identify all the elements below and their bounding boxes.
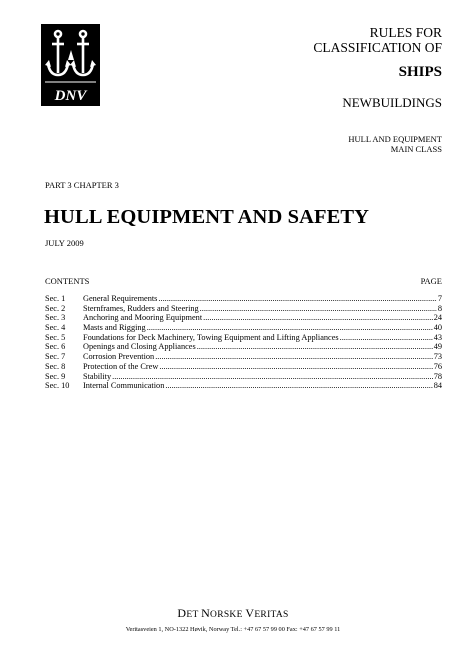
hull-line-1: HULL AND EQUIPMENT	[348, 134, 442, 144]
toc-section-number: Sec. 8	[45, 361, 66, 371]
toc-section-number: Sec. 7	[45, 352, 66, 362]
rules-line-2: CLASSIFICATION OF	[313, 39, 442, 55]
hull-line-2: MAIN CLASS	[390, 144, 442, 155]
toc-page-number: 78	[433, 371, 442, 381]
toc-row[interactable]	[45, 313, 442, 323]
toc-section-title: Protection of the Crew	[83, 361, 159, 371]
toc-section-number: Sec. 2	[45, 303, 66, 313]
ships-heading: SHIPS	[398, 64, 442, 80]
toc-row[interactable]	[45, 372, 442, 382]
toc-row[interactable]	[45, 323, 442, 333]
toc-section-title: Foundations for Deck Machinery, Towing Equipment and Lifting Appliances	[83, 332, 339, 342]
toc-section-title: Openings and Closing Appliances	[83, 342, 196, 352]
toc-page-number: 43	[433, 332, 442, 342]
toc-section-number: Sec. 6	[45, 342, 66, 352]
toc-row[interactable]	[45, 381, 442, 391]
toc-page-number: 7	[437, 294, 442, 303]
toc-section-title: Masts and Rigging	[83, 323, 146, 333]
toc-leader-dots	[112, 372, 433, 381]
table-of-contents	[45, 294, 442, 391]
page-heading: PAGE	[420, 276, 442, 286]
toc-section-title: Internal Communication	[83, 381, 165, 391]
toc-leader-dots	[165, 381, 432, 390]
toc-row[interactable]	[45, 362, 442, 372]
toc-page-number: 49	[433, 342, 442, 352]
toc-leader-dots	[197, 342, 433, 351]
toc-section-title: General Requirements	[83, 294, 158, 303]
contents-heading: CONTENTS	[45, 276, 90, 286]
toc-leader-dots	[340, 333, 433, 342]
publisher-name: DET NORSKE VERITAS	[177, 606, 289, 620]
toc-leader-dots	[159, 362, 432, 371]
logo-text: DNV	[54, 88, 87, 104]
toc-leader-dots	[147, 323, 433, 332]
toc-section-title: Anchoring and Mooring Equipment	[83, 313, 203, 323]
toc-section-number: Sec. 10	[45, 381, 70, 391]
publisher-address: Veritasveien 1, NO-1322 Høvik, Norway Tel.: +47 67 57 99 00 Fax: +47 67 57 99 11	[125, 626, 341, 633]
toc-page-number: 76	[433, 361, 442, 371]
toc-page-number: 40	[433, 323, 442, 333]
toc-row[interactable]	[45, 304, 442, 314]
toc-row[interactable]	[45, 342, 442, 352]
newbuildings-heading: NEWBUILDINGS	[342, 95, 442, 110]
toc-row[interactable]	[45, 294, 442, 304]
dnv-logo	[41, 24, 100, 106]
toc-page-number: 84	[433, 381, 442, 391]
rules-line-1: RULES FOR	[369, 25, 442, 40]
document-title: HULL EQUIPMENT AND SAFETY	[44, 206, 370, 228]
anchor-logo-icon	[41, 24, 100, 106]
part-chapter: PART 3 CHAPTER 3	[45, 180, 119, 190]
toc-page-number: 8	[437, 303, 442, 313]
toc-leader-dots	[158, 294, 436, 303]
toc-section-number: Sec. 4	[45, 323, 66, 333]
document-date: JULY 2009	[45, 238, 84, 248]
toc-section-number: Sec. 3	[45, 313, 66, 323]
toc-section-number: Sec. 1	[45, 294, 66, 303]
toc-section-number: Sec. 5	[45, 332, 66, 342]
rules-heading	[313, 26, 442, 56]
toc-leader-dots	[200, 304, 437, 313]
hull-heading	[348, 134, 442, 154]
toc-section-number: Sec. 9	[45, 371, 66, 381]
toc-section-title: Corrosion Prevention	[83, 352, 155, 362]
toc-leader-dots	[203, 313, 433, 322]
toc-page-number: 24	[433, 313, 442, 323]
toc-section-title: Stability	[83, 371, 112, 381]
toc-row[interactable]	[45, 333, 442, 343]
toc-page-number: 73	[433, 352, 442, 362]
toc-leader-dots	[155, 352, 432, 361]
toc-section-title: Sternframes, Rudders and Steering	[83, 303, 199, 313]
toc-row[interactable]	[45, 352, 442, 362]
